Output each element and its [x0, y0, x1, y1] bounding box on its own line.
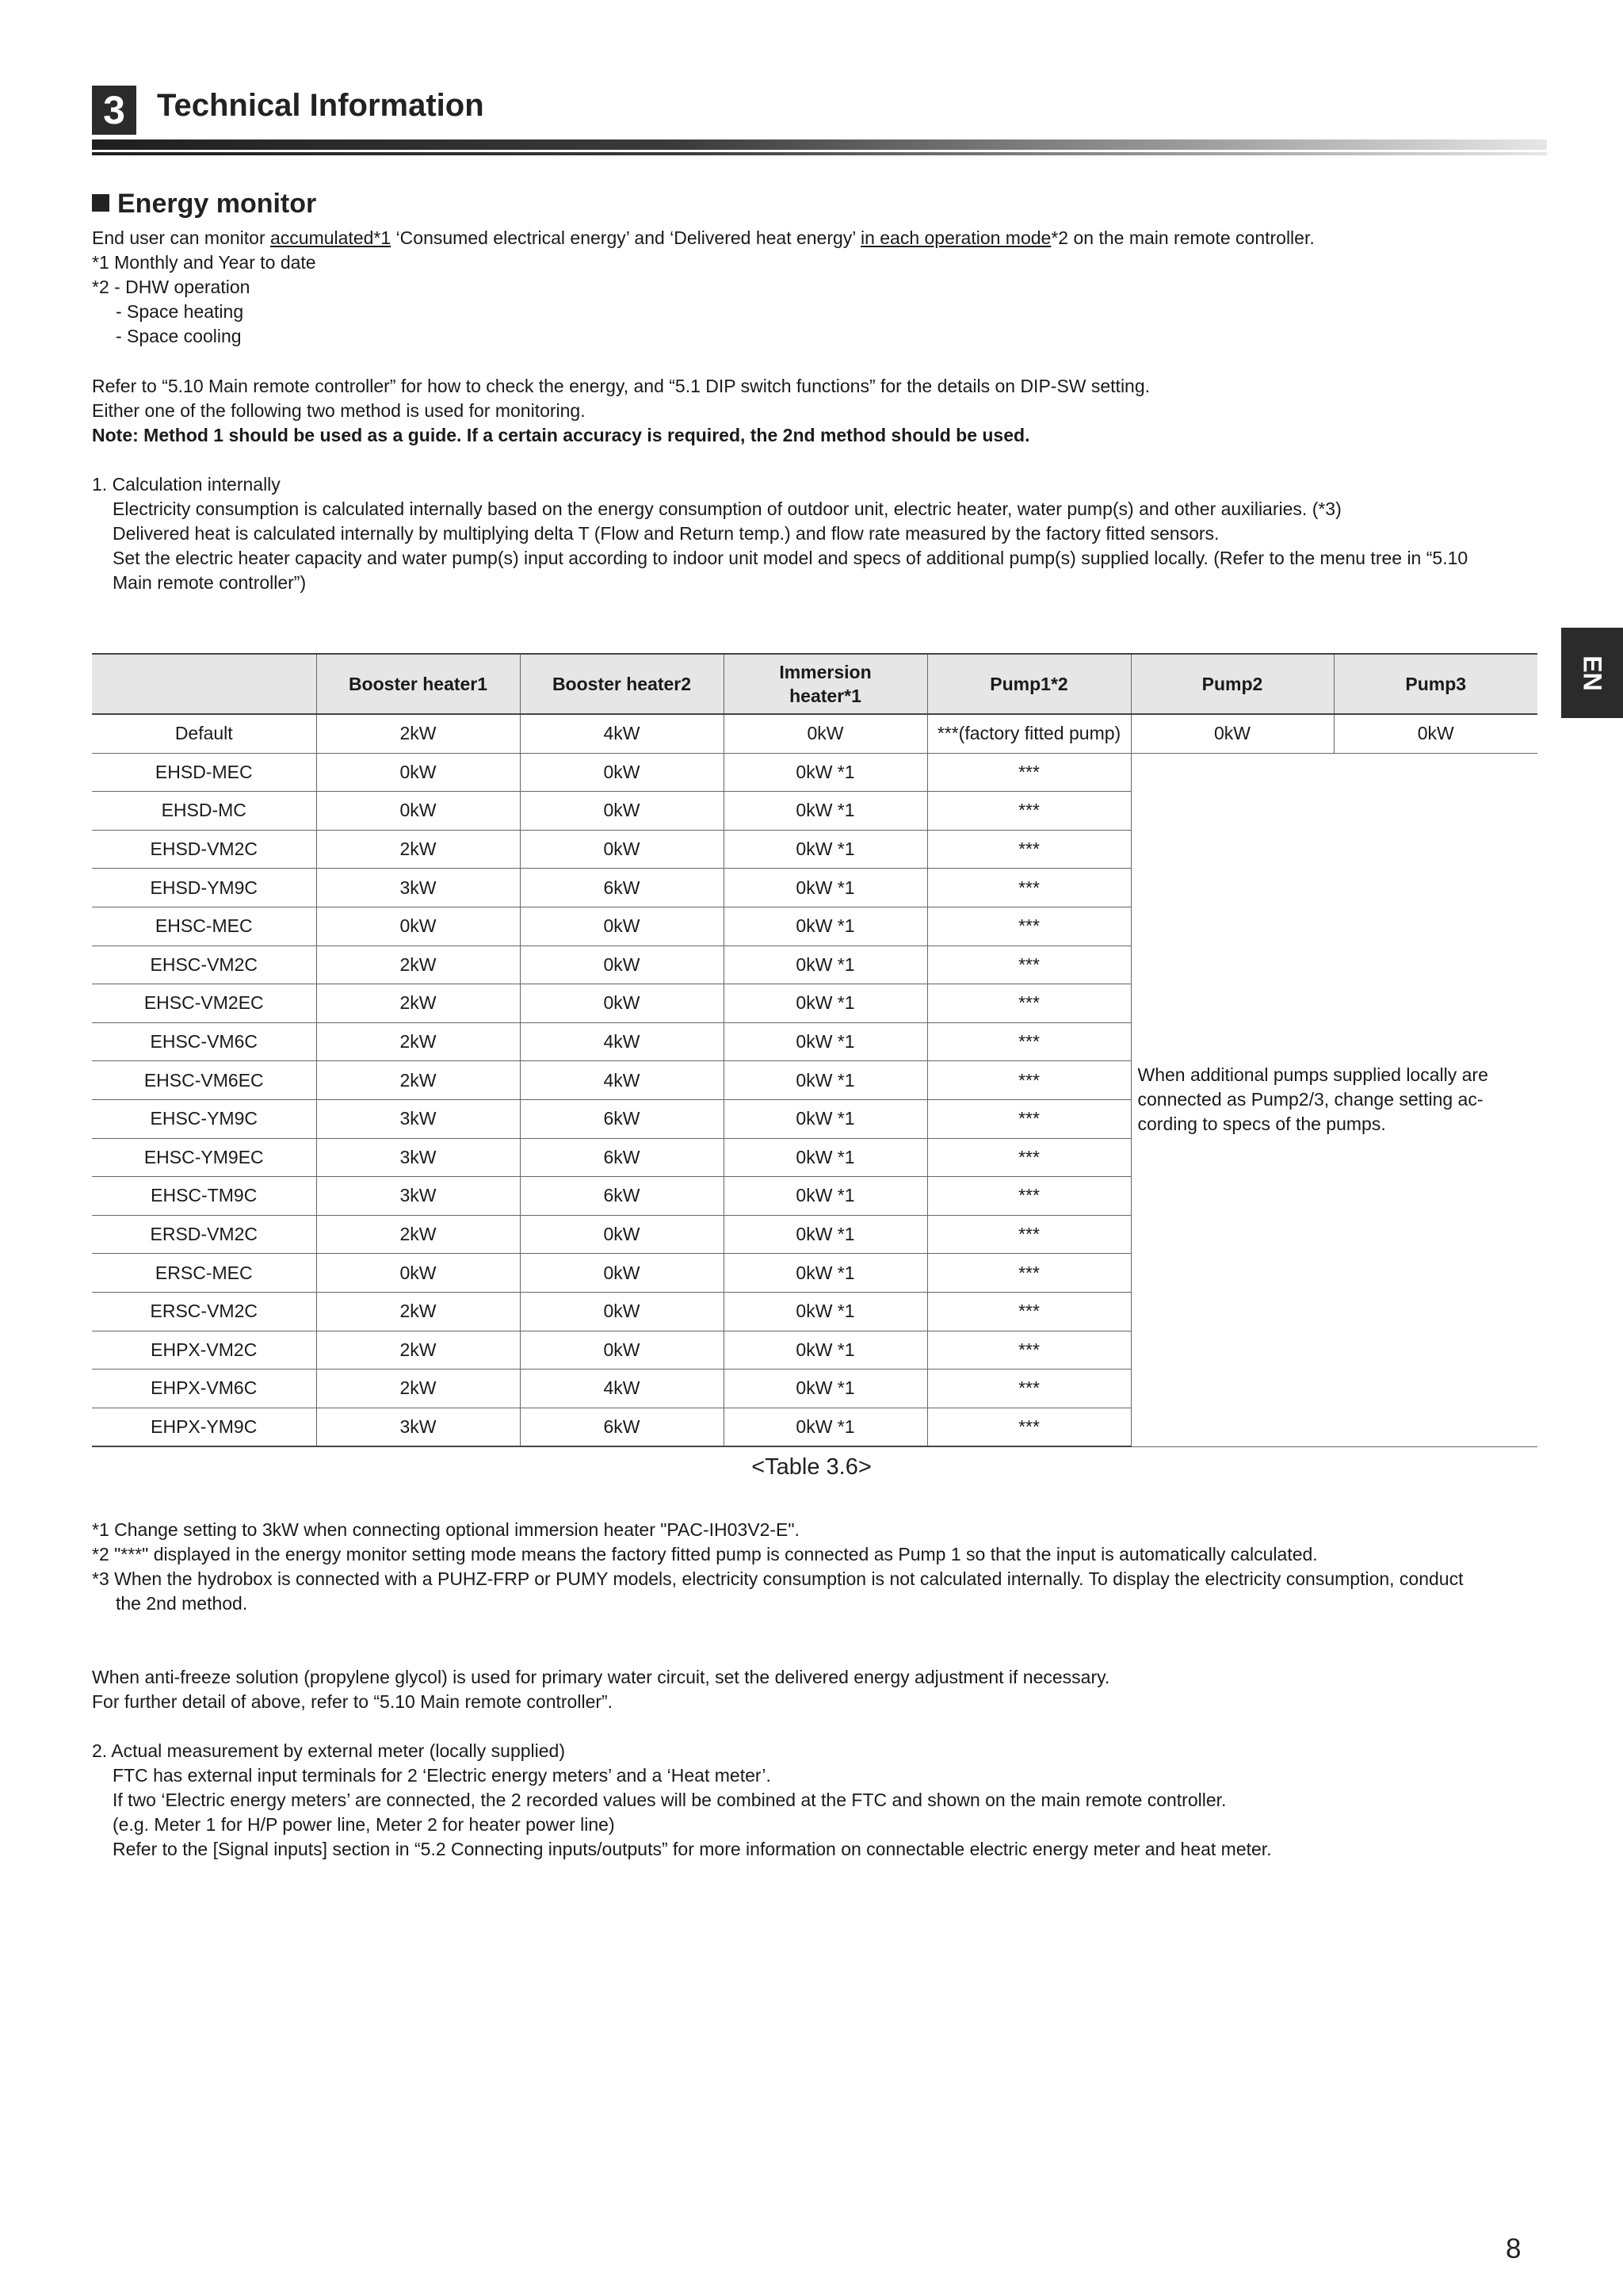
header-pump-3: Pump3: [1334, 654, 1537, 714]
intro-underlined-mode: in each operation mode: [860, 227, 1052, 248]
table-cell: EHPX-VM2C: [92, 1331, 316, 1370]
footnote-2-intro: *2 - DHW operation: [92, 277, 250, 297]
table-header-row: [92, 654, 1537, 714]
subsection-title-text: Energy monitor: [117, 189, 317, 219]
table-cell: 0kW: [1131, 714, 1334, 753]
table-cell: 0kW *1: [724, 1022, 927, 1061]
table-cell: 2kW: [316, 830, 520, 869]
method-2-title: 2. Actual measurement by external meter (locally supplied): [92, 1740, 566, 1761]
table-row-default: [92, 714, 1537, 753]
table-cell: 0kW: [520, 1292, 724, 1331]
table-cell: 0kW *1: [724, 1061, 927, 1100]
table-cell: EHSC-YM9C: [92, 1099, 316, 1138]
table-cell: 2kW: [316, 1061, 520, 1100]
table-cell: ***: [927, 1177, 1131, 1216]
intro-post: *2 on the main remote controller.: [1051, 227, 1315, 248]
table-cell: EHSC-VM6EC: [92, 1061, 316, 1100]
pump2-pump3-merged-note: [1131, 753, 1537, 1446]
table-cell: 0kW *1: [724, 792, 927, 831]
table-cell: 0kW: [520, 1254, 724, 1293]
method-1-line-2: Delivered heat is calculated internally by multiplying delta T (Flow and Return temp.) and flow rate measured by the factory fitted sensors.: [113, 523, 1220, 544]
table-cell: 0kW: [316, 792, 520, 831]
merged-note-line: When additional pumps supplied locally are: [1137, 1064, 1488, 1086]
table-cell: 0kW: [520, 830, 724, 869]
table-caption: <Table 3.6>: [751, 1454, 872, 1480]
accuracy-note: Note: Method 1 should be used as a guide. If a certain accuracy is required, the 2nd method should be used.: [92, 425, 1030, 445]
table-cell: ***: [927, 1408, 1131, 1446]
header-model: [92, 654, 316, 714]
footnote-2-space-cooling: - Space cooling: [116, 326, 242, 346]
table-cell: EHSD-VM2C: [92, 830, 316, 869]
header-immersion-line-1: Immersion: [779, 662, 872, 682]
table-cell: 4kW: [520, 1370, 724, 1408]
method-2-line-4: Refer to the [Signal inputs] section in “5.2 Connecting inputs/outputs” for more information on connectable electric energy meter and heat meter.: [113, 1839, 1272, 1859]
table-cell: ***: [927, 1370, 1131, 1408]
table-cell: ***: [927, 1254, 1131, 1293]
table-cell: 6kW: [520, 1177, 724, 1216]
footnote-2-space-heating: - Space heating: [116, 301, 244, 322]
method-1-line-4: Main remote controller”): [113, 572, 307, 593]
table-cell: 0kW *1: [724, 1292, 927, 1331]
table-cell: EHSC-VM2C: [92, 946, 316, 984]
method-1-line-1: Electricity consumption is calculated internally based on the energy consumption of outdoor unit, electric heater, water pump(s) and other auxiliaries. (*3): [113, 499, 1342, 519]
table-cell: 0kW *1: [724, 1138, 927, 1177]
intro-pre: End user can monitor: [92, 227, 271, 248]
table-cell: 0kW: [520, 907, 724, 946]
table-cell: 3kW: [316, 1099, 520, 1138]
table-cell: 6kW: [520, 1138, 724, 1177]
table-cell: EHPX-YM9C: [92, 1408, 316, 1446]
method-2-line-2: If two ‘Electric energy meters’ are connected, the 2 recorded values will be combined at the FTC and shown on the main remote controller.: [113, 1790, 1227, 1810]
subsection-title: [92, 189, 316, 220]
table-cell: 4kW: [520, 1022, 724, 1061]
square-bullet-icon: [92, 194, 109, 212]
table-cell: ***: [927, 792, 1131, 831]
table-body: [92, 714, 1537, 1446]
table-cell: 2kW: [316, 1292, 520, 1331]
table-cell: 2kW: [316, 984, 520, 1023]
footnote-3-line-2: the 2nd method.: [116, 1593, 248, 1614]
table-cell: ***: [927, 1061, 1131, 1100]
table-cell: 2kW: [316, 1215, 520, 1254]
header-pump-1: Pump1*2: [927, 654, 1131, 714]
table-cell: 0kW *1: [724, 830, 927, 869]
table-cell: ***: [927, 907, 1131, 946]
table-cell: 6kW: [520, 1408, 724, 1446]
table-cell: 2kW: [316, 946, 520, 984]
table-cell: 0kW: [520, 946, 724, 984]
footnote-3-line-1: *3 When the hydrobox is connected with a PUHZ-FRP or PUMY models, electricity consumption is not calculated internally. To display the electricity consumption, conduct: [92, 1568, 1464, 1589]
footnote-1-intro: *1 Monthly and Year to date: [92, 252, 316, 273]
either-text: Either one of the following two method is used for monitoring.: [92, 400, 586, 421]
table-cell: ***: [927, 869, 1131, 907]
intro-mid: ‘Consumed electrical energy’ and ‘Delivered heat energy’: [391, 227, 861, 248]
table-cell: ***: [927, 1292, 1131, 1331]
table-cell: ERSD-VM2C: [92, 1215, 316, 1254]
table-cell: 6kW: [520, 869, 724, 907]
refer-text: Refer to “5.10 Main remote controller” for how to check the energy, and “5.1 DIP switch functions” for the details on DIP-SW setting.: [92, 376, 1151, 396]
table-cell: 0kW: [316, 1254, 520, 1293]
table-cell: EHSD-MEC: [92, 753, 316, 792]
table-cell: ***: [927, 946, 1131, 984]
table-cell: ***: [927, 830, 1131, 869]
table-cell: ***: [927, 1331, 1131, 1370]
energy-settings-table: [92, 653, 1537, 1447]
method-2-line-3: (e.g. Meter 1 for H/P power line, Meter 2 for heater power line): [113, 1814, 615, 1835]
table-cell: 0kW: [520, 1331, 724, 1370]
table-cell: 0kW *1: [724, 1331, 927, 1370]
table-cell: 0kW: [520, 984, 724, 1023]
intro-paragraph: [92, 226, 1315, 250]
table-cell: 4kW: [520, 1061, 724, 1100]
intro-underlined-accumulated: accumulated*1: [270, 227, 391, 248]
table-cell: 0kW: [520, 753, 724, 792]
language-tab: [1561, 628, 1623, 718]
table-cell: EHSC-TM9C: [92, 1177, 316, 1216]
table-cell: ***: [927, 984, 1131, 1023]
method-2-line-1: FTC has external input terminals for 2 ‘Electric energy meters’ and a ‘Heat meter’.: [113, 1765, 771, 1786]
antifreeze-line-2: For further detail of above, refer to “5.10 Main remote controller”.: [92, 1691, 613, 1712]
table-cell: 0kW: [520, 1215, 724, 1254]
table-cell: 0kW *1: [724, 1099, 927, 1138]
table-cell: 0kW *1: [724, 1370, 927, 1408]
header-rule: [92, 139, 1547, 155]
footnote-2: *2 "***" displayed in the energy monitor setting mode means the factory fitted pump is connected as Pump 1 so that the input is automatically calculated.: [92, 1544, 1318, 1564]
table-cell: ***: [927, 1022, 1131, 1061]
table-cell: EHPX-VM6C: [92, 1370, 316, 1408]
header-booster-heater-1: Booster heater1: [316, 654, 520, 714]
table-cell: EHSC-VM2EC: [92, 984, 316, 1023]
table-cell: 6kW: [520, 1099, 724, 1138]
language-tab-label: EN: [1578, 655, 1607, 691]
header-immersion-heater: [724, 654, 927, 714]
table-cell: 2kW: [316, 1370, 520, 1408]
header-booster-heater-2: Booster heater2: [520, 654, 724, 714]
section-number: 3: [92, 86, 136, 135]
table-cell: 0kW: [316, 753, 520, 792]
table-cell: EHSC-YM9EC: [92, 1138, 316, 1177]
header-immersion-line-2: heater*1: [789, 686, 861, 706]
table-cell: ERSC-MEC: [92, 1254, 316, 1293]
method-1-title: 1. Calculation internally: [92, 474, 281, 495]
table-cell: 2kW: [316, 1331, 520, 1370]
table-cell: 2kW: [316, 1022, 520, 1061]
table-cell: 3kW: [316, 869, 520, 907]
table-cell: EHSD-YM9C: [92, 869, 316, 907]
table-cell: 0kW *1: [724, 907, 927, 946]
table-cell: 2kW: [316, 714, 520, 753]
table-cell: 3kW: [316, 1177, 520, 1216]
antifreeze-line-1: When anti-freeze solution (propylene glycol) is used for primary water circuit, set the delivered energy adjustment if necessary.: [92, 1667, 1110, 1687]
page-title: Technical Information: [157, 88, 484, 123]
method-1-line-3: Set the electric heater capacity and water pump(s) input according to indoor unit model and specs of additional pump(s) supplied locally. (Refer to the menu tree in “5.10: [113, 548, 1468, 568]
table-cell: EHSC-VM6C: [92, 1022, 316, 1061]
table-cell: 0kW *1: [724, 984, 927, 1023]
table-cell: Default: [92, 714, 316, 753]
header-pump-2: Pump2: [1131, 654, 1334, 714]
merged-note-line: connected as Pump2/3, change setting ac-: [1137, 1089, 1484, 1110]
table-row: [92, 753, 1537, 792]
table-cell: ***: [927, 1099, 1131, 1138]
table-cell: 0kW *1: [724, 753, 927, 792]
table-cell: 3kW: [316, 1138, 520, 1177]
table-cell: EHSD-MC: [92, 792, 316, 831]
table-cell: 0kW *1: [724, 946, 927, 984]
table-cell: 0kW: [316, 907, 520, 946]
table-cell: 0kW *1: [724, 1177, 927, 1216]
table-cell: 4kW: [520, 714, 724, 753]
footnote-1: *1 Change setting to 3kW when connecting optional immersion heater "PAC-IH03V2-E".: [92, 1519, 800, 1540]
table-cell: ***(factory fitted pump): [927, 714, 1131, 753]
table-cell: 0kW *1: [724, 1408, 927, 1446]
table-cell: 0kW *1: [724, 869, 927, 907]
table-cell: ***: [927, 1138, 1131, 1177]
table-cell: 0kW *1: [724, 1215, 927, 1254]
table-cell: 3kW: [316, 1408, 520, 1446]
table-cell: 0kW: [724, 714, 927, 753]
header-rule-highlight: [92, 150, 1547, 152]
table-cell: ***: [927, 753, 1131, 792]
table-cell: ***: [927, 1215, 1131, 1254]
table-cell: 0kW *1: [724, 1254, 927, 1293]
table-cell: 0kW: [1334, 714, 1537, 753]
table-cell: 0kW: [520, 792, 724, 831]
merged-note-line: cording to specs of the pumps.: [1137, 1114, 1386, 1135]
page-number: 8: [1506, 2233, 1522, 2264]
table-cell: EHSC-MEC: [92, 907, 316, 946]
table-cell: ERSC-VM2C: [92, 1292, 316, 1331]
